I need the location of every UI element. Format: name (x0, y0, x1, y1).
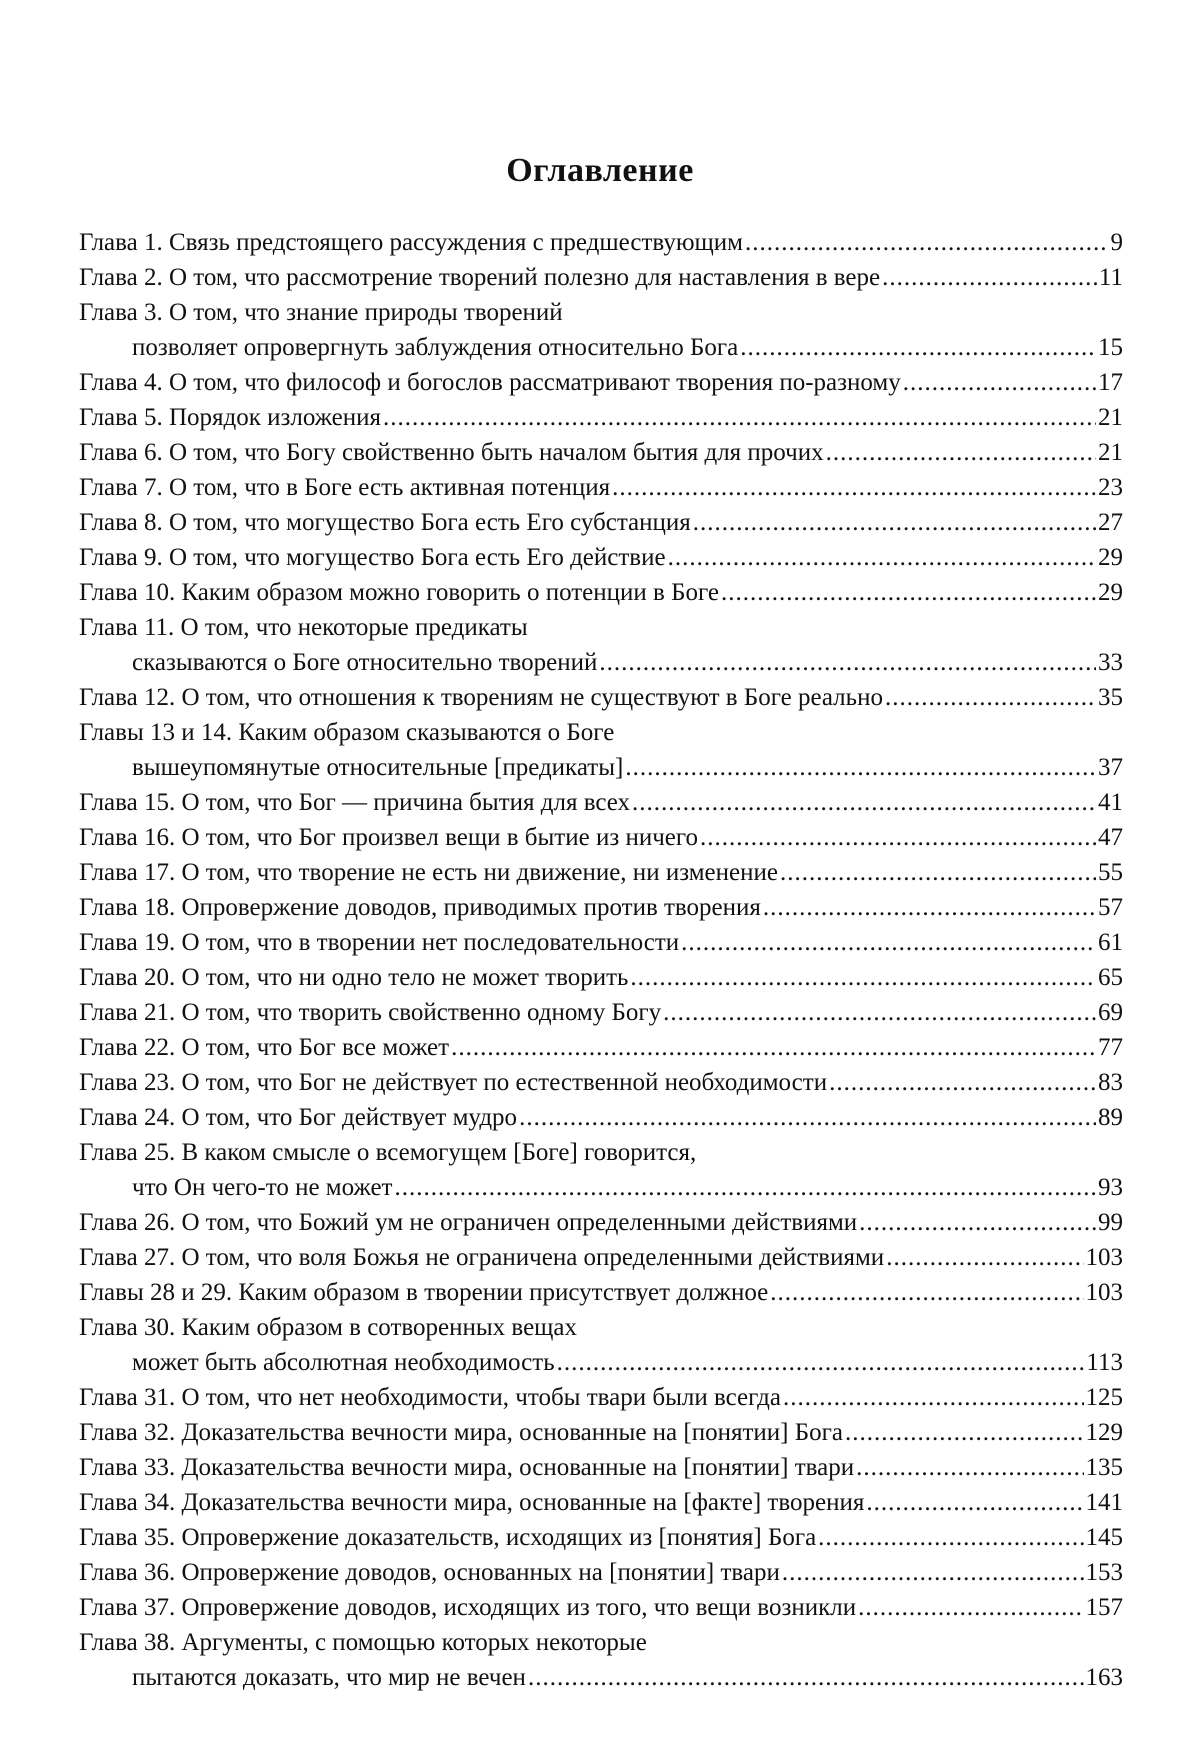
toc-entry-title: Глава 8. О том, что могущество Бога есть Его субстанция (79, 509, 691, 536)
toc-entry (79, 470, 1123, 505)
dot-leader (780, 855, 1096, 890)
toc-entry-title: Глава 35. Опровержение доказательств, исходящих из [понятия] Бога (79, 1524, 817, 1551)
toc-entry (79, 1590, 1123, 1625)
toc-page-number: 65 (1098, 964, 1123, 991)
toc-page-number: 103 (1085, 1244, 1123, 1271)
toc-page-number: 157 (1085, 1594, 1123, 1621)
toc-entry-title: Глава 21. О том, что творить свойственно одному Богу (79, 999, 662, 1026)
toc-page-number: 103 (1085, 1279, 1123, 1306)
toc-entry-title: Глава 2. О том, что рассмотрение творений полезно для наставления в вере (79, 264, 881, 291)
toc-entry-title-continuation: пытаются доказать, что мир не вечен (132, 1664, 526, 1691)
dot-leader (885, 680, 1096, 715)
toc-page-number: 9 (1110, 229, 1123, 256)
toc-entry (79, 1240, 1123, 1275)
toc-entry (79, 1310, 1123, 1380)
toc-entry-title: Глава 37. Опровержение доводов, исходящих из того, что вещи возникли (79, 1594, 857, 1621)
toc-entry-title: Главы 28 и 29. Каким образом в творении присутствует должное (79, 1279, 769, 1306)
dot-leader (886, 1240, 1083, 1275)
toc-entry (79, 1450, 1123, 1485)
dot-leader (763, 890, 1096, 925)
toc-page-number: 99 (1098, 1209, 1123, 1236)
toc-entry-title: Глава 5. Порядок изложения (79, 404, 382, 431)
toc-entry-title: Глава 10. Каким образом можно говорить о потенции в Боге (79, 579, 719, 606)
toc-entry-title-continuation: вышеупомянутые относительные [предикаты] (132, 754, 624, 781)
toc-entry (79, 400, 1123, 435)
dot-leader (693, 505, 1096, 540)
toc-entry (79, 610, 1123, 680)
toc-entry (79, 435, 1123, 470)
dot-leader (721, 575, 1096, 610)
toc-entry (79, 295, 1123, 365)
toc-entry (79, 1065, 1123, 1100)
dot-leader (866, 1485, 1083, 1520)
toc-page-number: 11 (1098, 264, 1123, 291)
dot-leader (783, 1380, 1084, 1415)
dot-leader (451, 1030, 1096, 1065)
toc-page-number: 93 (1098, 1174, 1123, 1201)
toc-page-number: 29 (1098, 579, 1123, 606)
toc-page-number: 27 (1098, 509, 1123, 536)
toc-entry (79, 890, 1123, 925)
toc-entry-title: Глава 32. Доказательства вечности мира, основанные на [понятии] Бога (79, 1419, 843, 1446)
toc-entry (79, 995, 1123, 1030)
toc-entry (79, 1135, 1123, 1205)
toc-page-number: 15 (1098, 334, 1123, 361)
toc-entry-title: Глава 25. В каком смысле о всемогущем [Боге] говорится, (79, 1139, 697, 1166)
toc-entry (79, 1030, 1123, 1065)
toc-page-number: 77 (1098, 1034, 1123, 1061)
table-of-contents (79, 225, 1123, 1695)
toc-entry (79, 1625, 1123, 1695)
dot-leader (681, 925, 1096, 960)
toc-page-number: 23 (1098, 474, 1123, 501)
toc-entry-title: Глава 11. О том, что некоторые предикаты (79, 614, 528, 641)
toc-page-number: 141 (1085, 1489, 1123, 1516)
dot-leader (859, 1205, 1096, 1240)
toc-page-number: 163 (1085, 1664, 1123, 1691)
toc-entry (79, 1275, 1123, 1310)
toc-entry-title: Глава 19. О том, что в творении нет последовательности (79, 929, 680, 956)
toc-entry (79, 1380, 1123, 1415)
dot-leader (663, 995, 1096, 1030)
toc-entry (79, 820, 1123, 855)
dot-leader (632, 785, 1096, 820)
dot-leader (770, 1275, 1083, 1310)
dot-leader (383, 400, 1096, 435)
toc-entry-title: Глава 26. О том, что Божий ум не ограничен определенными действиями (79, 1209, 858, 1236)
toc-entry (79, 715, 1123, 785)
toc-page-number: 61 (1098, 929, 1123, 956)
toc-page-number: 21 (1098, 404, 1123, 431)
toc-page-number: 55 (1098, 859, 1123, 886)
toc-entry (79, 225, 1123, 260)
dot-leader (903, 365, 1096, 400)
toc-page-number: 21 (1098, 439, 1123, 466)
dot-leader (818, 1520, 1083, 1555)
dot-leader (528, 1660, 1084, 1695)
dot-leader (826, 435, 1096, 470)
toc-entry-title: Глава 27. О том, что воля Божья не ограничена определенными действиями (79, 1244, 885, 1271)
toc-entry-title: Глава 38. Аргументы, с помощью которых некоторые (79, 1629, 647, 1656)
toc-entry (79, 785, 1123, 820)
toc-entry (79, 365, 1123, 400)
toc-entry-title: Глава 7. О том, что в Боге есть активная потенция (79, 474, 611, 501)
toc-entry (79, 505, 1123, 540)
dot-leader (599, 645, 1096, 680)
toc-page-number: 135 (1085, 1454, 1123, 1481)
toc-page-number: 69 (1098, 999, 1123, 1026)
toc-entry (79, 855, 1123, 890)
toc-entry (79, 1100, 1123, 1135)
dot-leader (394, 1170, 1096, 1205)
page-title: Оглавление (506, 152, 694, 189)
toc-page-number: 37 (1098, 754, 1123, 781)
toc-entry (79, 680, 1123, 715)
toc-entry-title-continuation: позволяет опровергнуть заблуждения относительно Бога (132, 334, 739, 361)
dot-leader (745, 225, 1109, 260)
toc-entry (79, 1415, 1123, 1450)
dot-leader (858, 1590, 1083, 1625)
toc-entry-title: Глава 6. О том, что Богу свойственно быть началом бытия для прочих (79, 439, 824, 466)
toc-entry-title-continuation: что Он чего-то не может (132, 1174, 393, 1201)
toc-page-number: 153 (1085, 1559, 1123, 1586)
toc-page-number: 35 (1098, 684, 1123, 711)
toc-page-number: 113 (1086, 1349, 1123, 1376)
toc-entry-title: Глава 1. Связь предстоящего рассуждения с предшествующим (79, 229, 743, 256)
toc-entry-title: Глава 4. О том, что философ и богослов рассматривают творения по-разному (79, 369, 901, 396)
toc-entry (79, 1555, 1123, 1590)
toc-page-number: 47 (1098, 824, 1123, 851)
dot-leader (856, 1450, 1083, 1485)
toc-entry-title: Глава 20. О том, что ни одно тело не может творить (79, 964, 629, 991)
toc-entry-title: Глава 16. О том, что Бог произвел вещи в бытие из ничего (79, 824, 699, 851)
toc-entry-title: Глава 15. О том, что Бог — причина бытия для всех (79, 789, 631, 816)
dot-leader (782, 1555, 1084, 1590)
toc-page-number: 41 (1098, 789, 1123, 816)
toc-entry (79, 960, 1123, 995)
dot-leader (882, 260, 1097, 295)
dot-leader (557, 1345, 1085, 1380)
toc-page-number: 83 (1098, 1069, 1123, 1096)
toc-entry (79, 925, 1123, 960)
toc-entry (79, 1485, 1123, 1520)
toc-entry-title: Глава 31. О том, что нет необходимости, чтобы твари были всегда (79, 1384, 781, 1411)
toc-page-number: 129 (1085, 1419, 1123, 1446)
toc-entry-title: Глава 18. Опровержение доводов, приводимых против творения (79, 894, 761, 921)
toc-page-number: 17 (1098, 369, 1123, 396)
toc-entry-title: Глава 9. О том, что могущество Бога есть Его действие (79, 544, 666, 571)
toc-entry-title: Глава 30. Каким образом в сотворенных вещах (79, 1314, 578, 1341)
toc-entry-title: Главы 13 и 14. Каким образом сказываются о Боге (79, 719, 615, 746)
toc-entry (79, 260, 1123, 295)
toc-entry-title: Глава 24. О том, что Бог действует мудро (79, 1104, 518, 1131)
toc-entry-title-continuation: может быть абсолютная необходимость (132, 1349, 555, 1376)
toc-page-number: 125 (1085, 1384, 1123, 1411)
toc-entry (79, 575, 1123, 610)
toc-entry-title: Глава 23. О том, что Бог не действует по естественной необходимости (79, 1069, 828, 1096)
dot-leader (740, 330, 1096, 365)
toc-page-number: 57 (1098, 894, 1123, 921)
dot-leader (630, 960, 1096, 995)
toc-entry (79, 1205, 1123, 1240)
toc-entry-title: Глава 12. О том, что отношения к творениям не существуют в Боге реально (79, 684, 883, 711)
dot-leader (519, 1100, 1096, 1135)
toc-entry-title: Глава 36. Опровержение доводов, основанных на [понятии] твари (79, 1559, 780, 1586)
toc-entry-title: Глава 22. О том, что Бог все может (79, 1034, 450, 1061)
dot-leader (668, 540, 1096, 575)
dot-leader (625, 750, 1096, 785)
toc-entry-title: Глава 33. Доказательства вечности мира, основанные на [понятии] твари (79, 1454, 855, 1481)
toc-page-number: 33 (1098, 649, 1123, 676)
toc-entry (79, 1520, 1123, 1555)
dot-leader (700, 820, 1096, 855)
toc-page-number: 29 (1098, 544, 1123, 571)
toc-page-number: 89 (1098, 1104, 1123, 1131)
dot-leader (829, 1065, 1096, 1100)
toc-page-number: 145 (1085, 1524, 1123, 1551)
dot-leader (845, 1415, 1084, 1450)
dot-leader (612, 470, 1096, 505)
toc-entry-title: Глава 17. О том, что творение не есть ни движение, ни изменение (79, 859, 778, 886)
toc-entry-title-continuation: сказываются о Боге относительно творений (132, 649, 598, 676)
toc-entry-title: Глава 3. О том, что знание природы творений (79, 299, 563, 326)
toc-entry-title: Глава 34. Доказательства вечности мира, основанные на [факте] творения (79, 1489, 865, 1516)
toc-entry (79, 540, 1123, 575)
